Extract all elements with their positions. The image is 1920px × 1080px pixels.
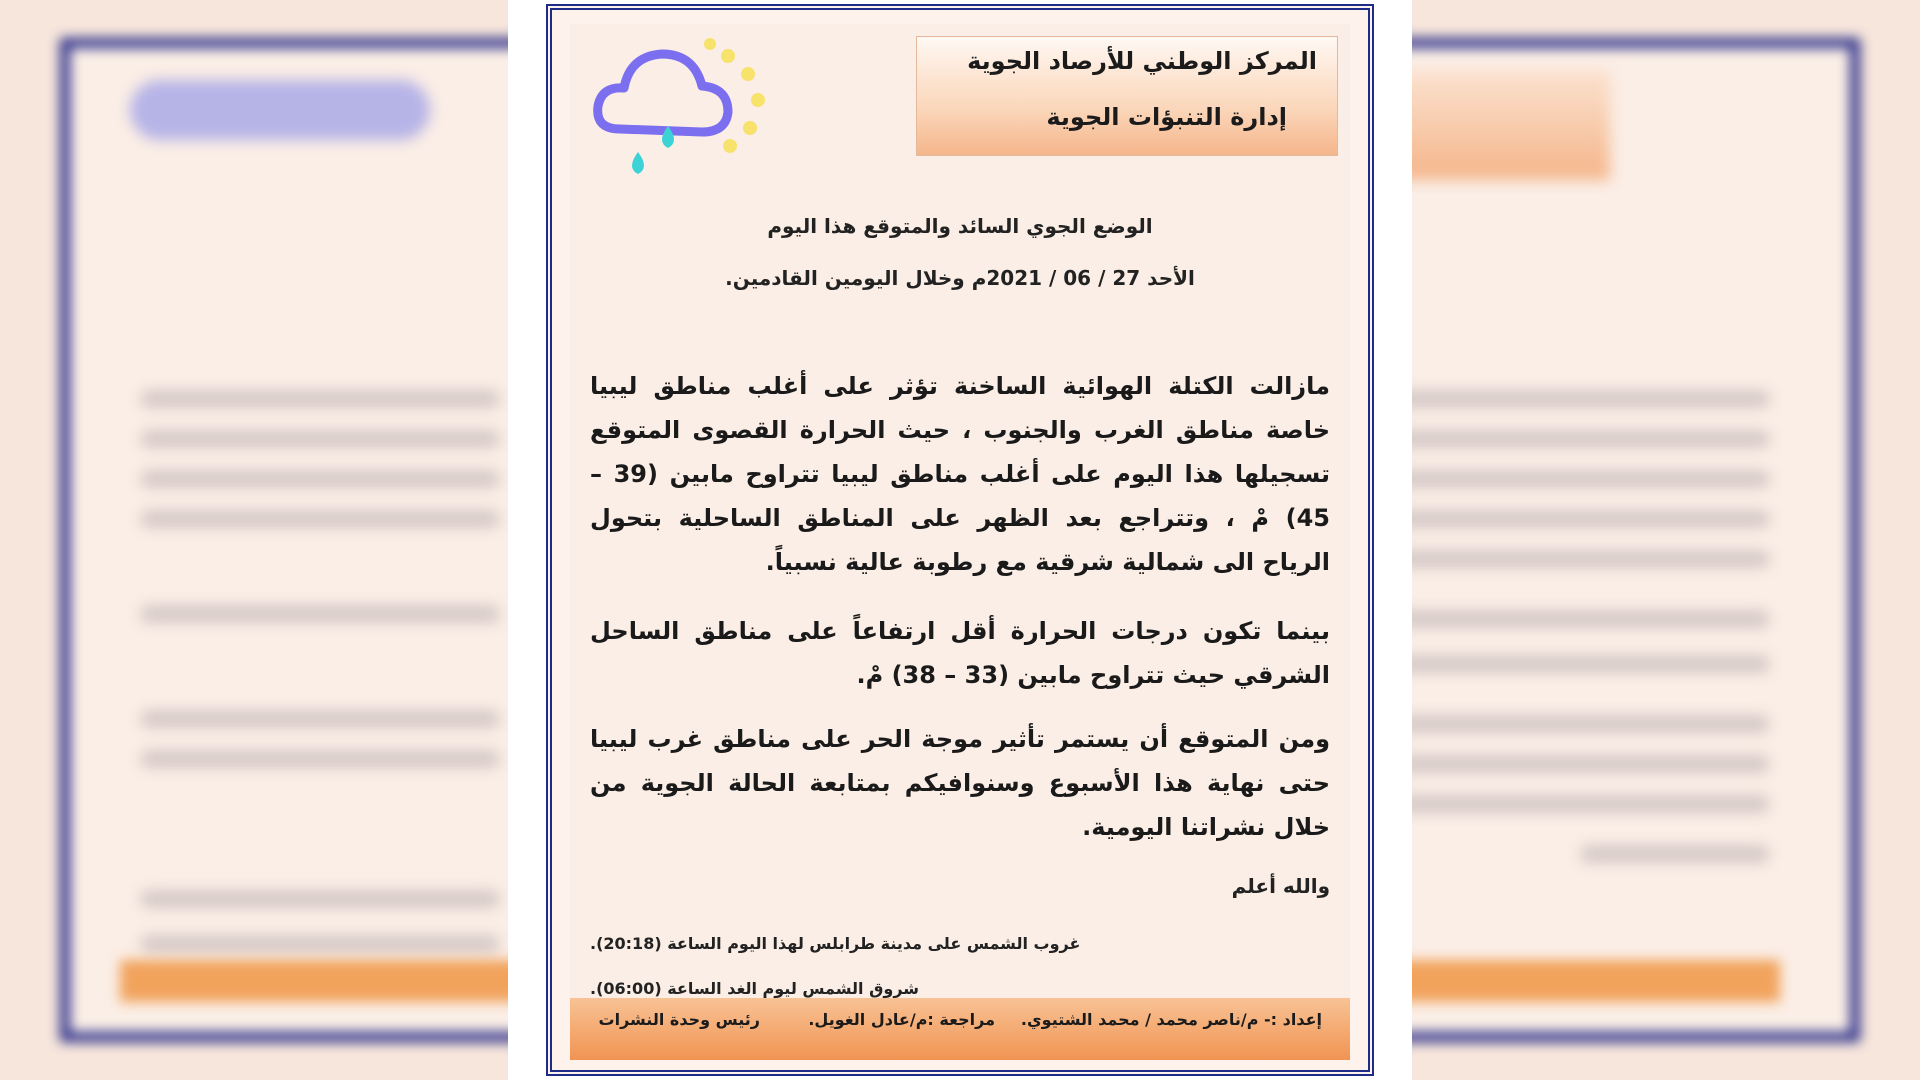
background-logo-blur [130, 80, 430, 140]
paragraph-2: بينما تكون درجات الحرارة أقل ارتفاعاً على مناطق الساحل الشرقي حيث تتراوح مابين (33 – 38) مْ. [590, 617, 1330, 689]
unit-head: رئيس وحدة النشرات [598, 1010, 760, 1029]
background-text-line [140, 510, 500, 528]
background-text-line [1380, 755, 1770, 773]
background-text-line [140, 710, 500, 728]
background-text-line [1380, 610, 1770, 628]
document-page [570, 24, 1350, 1060]
background-footer-blur [1380, 960, 1780, 1002]
background-text-line [140, 890, 500, 908]
paragraph-1: مازالت الكتلة الهوائية الساخنة تؤثر على أغلب مناطق ليبيا خاصة مناطق الغرب والجنوب ، حيث الحرارة القصوى المتوقع تسجيلها هذا اليوم على أغلب مناطق ليبيا تتراوح مابين (39 – 45) مْ ، وتتراجع بعد الظهر على المناطق الساحلية بتحول الرياح الى شمالية شرقية مع رطوبة عالية نسبياً. [590, 372, 1331, 576]
background-text-line [140, 470, 500, 488]
background-text-line [140, 390, 500, 408]
sunrise-time: شروق الشمس ليوم الغد الساعة (06:00). [590, 979, 920, 998]
background-frame-right [1380, 38, 1860, 1042]
background-text-line [1380, 510, 1770, 528]
background-text-line [140, 750, 500, 768]
weather-bulletin-document [510, 0, 1410, 1080]
background-blur-left [0, 0, 540, 1080]
prepared-by: إعداد :- م/ناصر محمد / محمد الشتيوي. [1020, 1010, 1322, 1029]
background-text-line [1380, 470, 1770, 488]
signoff: والله أعلم [1231, 874, 1330, 898]
background-header-blur [1380, 70, 1610, 180]
document-frame [546, 4, 1374, 1076]
background-text-line [140, 935, 500, 953]
background-text-line [1380, 430, 1770, 448]
reviewed-by: مراجعة :م/عادل الغويل. [808, 1010, 995, 1029]
paragraph-3: ومن المتوقع أن يستمر تأثير موجة الحر على مناطق غرب ليبيا حتى نهاية هذا الأسبوع وسنوافيكم بمتابعة الحالة الجوية من خلال نشراتنا اليومية. [590, 725, 1330, 841]
background-text-line [1580, 845, 1770, 863]
sunset-time: غروب الشمس على مدينة طرابلس لهذا اليوم الساعة (20:18). [590, 934, 1081, 953]
background-footer-blur [120, 960, 540, 1002]
bulletin-date: الأحد 27 / 06 / 2021م وخلال اليومين القادمين. [725, 266, 1195, 290]
background-blur-right [1380, 0, 1920, 1080]
center-name: المركز الوطني للأرصاد الجوية [967, 47, 1317, 75]
background-text-line [1380, 655, 1770, 673]
bulletin-title: الوضع الجوي السائد والمتوقع هذا اليوم [767, 214, 1153, 238]
cloud-rain-sun-icon [590, 34, 790, 184]
background-text-line [1380, 550, 1770, 568]
background-text-line [140, 605, 500, 623]
background-text-line [1380, 390, 1770, 408]
background-text-line [1380, 795, 1770, 813]
background-text-line [1380, 715, 1770, 733]
background-text-line [140, 430, 500, 448]
footer-bar [570, 998, 1350, 1060]
header-box [916, 36, 1338, 156]
department-name: إدارة التنبؤات الجوية [1046, 103, 1287, 131]
